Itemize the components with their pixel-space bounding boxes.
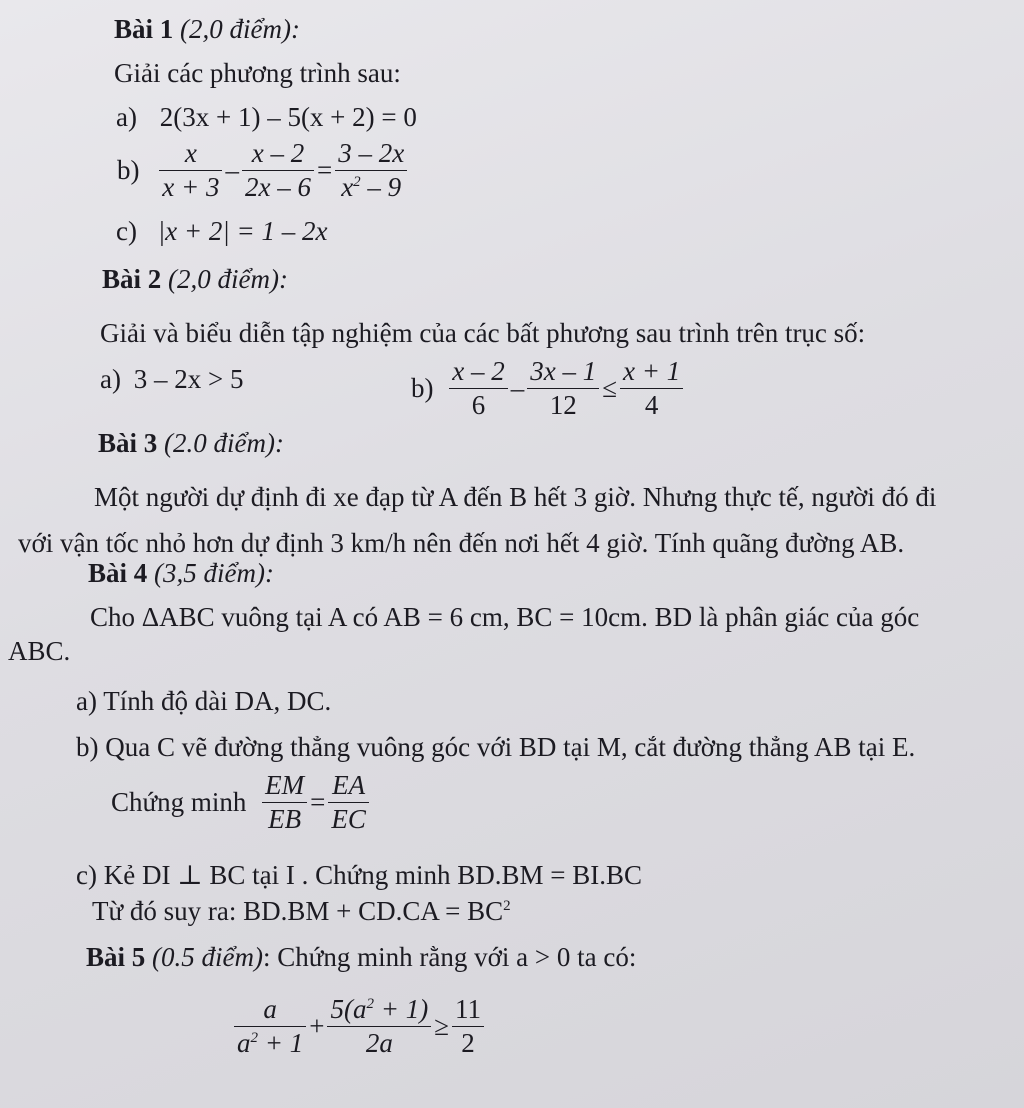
bai1-b-frac3 [335, 140, 407, 201]
bai5-frac1-den [234, 1027, 306, 1057]
bai1-b-frac2 [242, 140, 314, 201]
bai3-heading [98, 430, 284, 457]
bai5-frac1-num: a [234, 996, 306, 1027]
bai4-b2 [110, 772, 371, 833]
den-base: a [237, 1028, 251, 1058]
op-plus: + [309, 1011, 325, 1041]
bai2-b-frac1-den: 6 [471, 390, 486, 420]
bai1-b-frac2-num: x – 2 [242, 140, 314, 171]
den-rest: + 1 [258, 1028, 304, 1058]
bai5-frac2 [327, 996, 431, 1057]
bai2-b-frac1 [449, 358, 507, 419]
bai1-c-label: c) [116, 216, 137, 246]
bai4-b1: b) Qua C vẽ đường thẳng vuông góc với BD tại M, cắt đường thẳng AB tại E. [76, 732, 916, 762]
bai1-c [116, 218, 328, 245]
bai2-b-frac3 [620, 358, 683, 419]
bai3-title: Bài 3 [98, 428, 158, 458]
bai2-b-frac2-den: 12 [549, 390, 577, 420]
bai4-b2-frac1-den: EB [268, 804, 302, 834]
op-minus: – [510, 373, 525, 403]
bai2-b [410, 358, 685, 419]
bai5-inequality [232, 996, 486, 1057]
bai4-c2 [92, 898, 511, 925]
bai2-a-ineq: 3 – 2x > 5 [133, 364, 244, 394]
bai2-title: Bài 2 [102, 264, 162, 294]
bai2-a-label: a) [100, 364, 121, 394]
op-ge: ≥ [434, 1011, 450, 1041]
bai4-line2: ABC. [8, 636, 71, 666]
bai1-title: Bài 1 [114, 14, 174, 44]
bai1-a [116, 104, 417, 131]
bai2-points: (2,0 điểm): [168, 264, 288, 294]
bai5-title: Bài 5 [86, 942, 146, 972]
bai2-a [100, 366, 243, 393]
bai5-heading [86, 944, 636, 971]
bai1-b-frac1-den: x + 3 [162, 172, 220, 202]
bai4-b2-frac2 [328, 772, 369, 833]
bai2-b-frac2 [527, 358, 599, 419]
bai4-b2-frac2-den: EC [331, 804, 366, 834]
num-b: + 1) [373, 994, 429, 1024]
den-base: x [341, 172, 354, 202]
bai1-b [116, 140, 409, 201]
op-minus: – [225, 155, 239, 185]
bai4-b2-frac2-num: EA [328, 772, 369, 803]
bai3-line2: với vận tốc nhỏ hơn dự định 3 km/h nên đến nơi hết 4 giờ. Tính quãng đường AB. [18, 528, 905, 558]
op-eq: = [310, 787, 326, 817]
bai4-b2-prefix: Chứng minh [111, 787, 247, 817]
den-exp: 2 [353, 174, 361, 190]
bai1-intro: Giải các phương trình sau: [114, 58, 401, 88]
bai1-b-frac2-den: 2x – 6 [244, 172, 311, 202]
bai1-b-label: b) [117, 155, 140, 185]
bai4-c2-exp: 2 [503, 898, 511, 914]
op-eq: = [316, 155, 333, 185]
bai5-frac1 [234, 996, 306, 1057]
bai5-frac3 [452, 996, 484, 1057]
bai4-b2-frac1 [262, 772, 307, 833]
bai4-c1: c) Kẻ DI ⊥ BC tại I . Chứng minh BD.BM = BI.BC [76, 860, 642, 890]
bai3-points: (2.0 điểm): [164, 428, 284, 458]
bai4-points: (3,5 điểm): [154, 558, 274, 588]
bai4-b2-frac1-num: EM [262, 772, 307, 803]
bai1-c-eq: |x + 2| = 1 – 2x [157, 216, 328, 246]
bai2-b-label: b) [411, 373, 434, 403]
bai5-frac3-num: 11 [452, 996, 484, 1027]
bai4-c2-text: Từ đó suy ra: BD.BM + CD.CA = BC [92, 896, 504, 926]
bai1-a-label: a) [116, 102, 137, 132]
den-exp: 2 [250, 1030, 258, 1046]
bai2-heading [102, 266, 288, 293]
bai1-b-frac3-num: 3 – 2x [335, 140, 407, 171]
bai1-points: (2,0 điểm): [180, 14, 300, 44]
bai2-b-frac3-den: 4 [644, 390, 659, 420]
bai5-frac2-num [327, 996, 431, 1027]
bai4-title: Bài 4 [88, 558, 148, 588]
num-a: 5(a [330, 994, 367, 1024]
bai2-b-frac3-num: x + 1 [620, 358, 683, 389]
bai3-line1: Một người dự định đi xe đạp từ A đến B hết 3 giờ. Nhưng thực tế, người đó đi [94, 482, 937, 512]
bai5-statement: : Chứng minh rằng với a > 0 ta có: [262, 942, 637, 972]
bai1-a-eq: 2(3x + 1) – 5(x + 2) = 0 [159, 102, 417, 132]
bai2-intro: Giải và biểu diễn tập nghiệm của các bất phương sau trình trên trục số: [100, 318, 866, 348]
bai1-b-frac1 [159, 140, 222, 201]
bai5-points: (0.5 điểm) [152, 942, 263, 972]
bai4-heading [88, 560, 274, 587]
bai1-heading [114, 16, 300, 43]
bai4-a: a) Tính độ dài DA, DC. [76, 686, 332, 716]
bai4-line1: Cho ΔABC vuông tại A có AB = 6 cm, BC = 10cm. BD là phân giác của góc [90, 602, 920, 632]
bai2-b-frac2-num: 3x – 1 [527, 358, 599, 389]
bai1-b-frac3-den [335, 171, 407, 201]
den-rest: – 9 [360, 172, 402, 202]
bai5-frac2-den: 2a [365, 1028, 393, 1058]
num-exp: 2 [366, 996, 374, 1012]
bai1-b-frac1-num: x [159, 140, 222, 171]
op-le: ≤ [602, 373, 618, 403]
bai5-frac3-den: 2 [461, 1028, 475, 1058]
bai2-b-frac1-num: x – 2 [449, 358, 507, 389]
